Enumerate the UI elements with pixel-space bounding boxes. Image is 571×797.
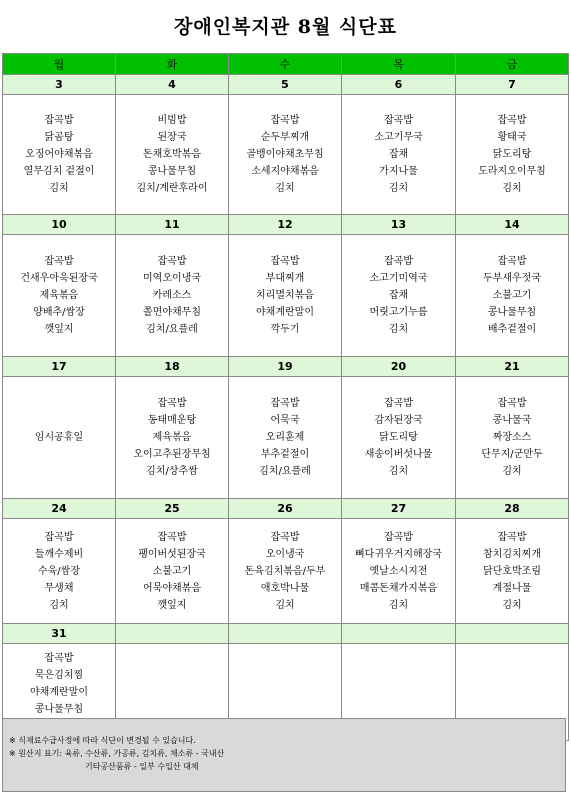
menu-item: 수육/쌈장 — [37, 565, 80, 577]
date-row — [3, 215, 569, 235]
menu-item: 김치 — [388, 599, 409, 611]
menu-item: 잡곡밥 — [384, 256, 413, 267]
date-cell: 20 — [342, 357, 456, 377]
menu-item: 야채계란말이 — [30, 686, 88, 698]
menu-item: 잡곡밥 — [497, 115, 527, 126]
menu-item: 잡곡밥 — [384, 115, 413, 126]
date-cell: 10 — [3, 215, 116, 235]
meal-cell — [456, 235, 569, 357]
menu-item: 김치/상추쌈 — [146, 466, 198, 477]
menu-item: 팽이버섯된장국 — [138, 548, 206, 560]
date-cell: 21 — [456, 357, 569, 377]
date-row — [3, 499, 569, 519]
menu-item: 잡곡밥 — [157, 398, 187, 409]
note-origin: ※ 원산지 표기: 육류, 수산류, 가공류, 김치류, 채소류 - 국내산 — [9, 749, 225, 758]
date-cell: 26 — [229, 499, 342, 519]
menu-item: 잡곡밥 — [497, 531, 527, 543]
menu-item: 부추겉절이 — [260, 449, 310, 460]
menu-item: 닭도리탕 — [379, 432, 418, 443]
menu-item: 오이고추된장무침 — [133, 449, 211, 460]
menu-item: 동태매운탕 — [147, 415, 197, 426]
meal-cell — [229, 95, 342, 215]
meal-cell — [116, 519, 229, 624]
meal-cell — [116, 235, 229, 357]
menu-item: 매콤돈채가지볶음 — [359, 582, 438, 594]
date-cell: 6 — [342, 75, 456, 95]
menu-item: 소불고기 — [152, 565, 192, 577]
meal-cell — [342, 519, 456, 624]
date-cell: 12 — [229, 215, 342, 235]
menu-item: 소고기무국 — [374, 132, 423, 143]
meal-cell — [456, 377, 569, 499]
meal-cell — [342, 95, 456, 215]
menu-item: 무생채 — [44, 582, 74, 594]
meal-row — [3, 235, 569, 357]
menu-item: 잡곡밥 — [44, 115, 74, 126]
menu-item: 잡곡밥 — [270, 256, 300, 267]
menu-item: 닭도리탕 — [492, 149, 532, 160]
menu-item: 깍두기 — [270, 324, 300, 335]
meal-cell — [229, 235, 342, 357]
date-cell: 28 — [456, 499, 569, 519]
menu-item: 애호박나물 — [260, 582, 310, 594]
note-origin-continued: 기타공산품류 - 일부 수입산 대체 — [85, 762, 199, 771]
meal-cell — [456, 95, 569, 215]
menu-item: 어묵야채볶음 — [143, 582, 201, 594]
meal-cell — [116, 377, 229, 499]
date-cell — [456, 624, 569, 644]
menu-item: 머릿고기누름 — [369, 307, 428, 318]
meal-cell — [456, 519, 569, 624]
meal-cell — [3, 235, 116, 357]
menu-item: 잡곡밥 — [497, 398, 527, 409]
menu-item: 김치/요플레 — [146, 324, 198, 335]
menu-item: 단무지/군만두 — [481, 449, 543, 460]
date-cell: 25 — [116, 499, 229, 519]
menu-item: 가지나물 — [379, 166, 418, 177]
date-cell — [116, 624, 229, 644]
menu-item: 임시공휴일 — [34, 432, 84, 443]
menu-item: 배추겉절이 — [487, 324, 537, 335]
menu-item: 야채계란말이 — [256, 307, 314, 318]
menu-item: 소고기미역국 — [369, 273, 428, 284]
meal-cell — [3, 377, 116, 499]
menu-item: 소불고기 — [492, 290, 532, 301]
menu-item: 김치 — [49, 183, 69, 194]
menu-item: 잡곡밥 — [384, 398, 413, 409]
note-menu-change: ※ 식재료수급사정에 따라 식단이 변경될 수 있습니다. — [9, 736, 196, 745]
menu-item: 참치김치찌개 — [483, 548, 541, 560]
menu-item: 비빔밥 — [157, 115, 187, 126]
menu-item: 계절나물 — [492, 582, 532, 594]
menu-item: 잡곡밥 — [157, 256, 187, 267]
notes-box — [2, 718, 566, 792]
menu-item: 골뱅이야채초무침 — [246, 149, 324, 160]
menu-item: 잡채 — [388, 290, 409, 301]
menu-item: 잡곡밥 — [270, 115, 300, 126]
date-cell — [229, 624, 342, 644]
menu-item: 두부새우젓국 — [483, 273, 541, 284]
weekday-header-fri: 금 — [456, 54, 569, 75]
menu-item: 닭단호박조림 — [483, 565, 541, 577]
weekday-header-wed: 수 — [229, 54, 342, 75]
meal-cell — [229, 377, 342, 499]
date-cell: 11 — [116, 215, 229, 235]
meal-cell — [229, 519, 342, 624]
meal-cell — [116, 95, 229, 215]
date-cell: 24 — [3, 499, 116, 519]
menu-item: 김치 — [502, 599, 522, 611]
menu-item: 열무김치 겉절이 — [23, 166, 95, 177]
menu-item: 된장국 — [157, 132, 187, 143]
menu-item: 순두부찌개 — [260, 132, 310, 143]
menu-item: 김치 — [502, 466, 522, 477]
date-cell: 14 — [456, 215, 569, 235]
menu-item: 김치 — [388, 466, 409, 477]
meal-cell — [3, 95, 116, 215]
date-cell: 13 — [342, 215, 456, 235]
menu-item: 김치/요플레 — [259, 466, 311, 477]
date-cell: 18 — [116, 357, 229, 377]
date-cell — [342, 624, 456, 644]
menu-item: 감자된장국 — [374, 415, 423, 426]
menu-item: 김치 — [275, 183, 295, 194]
menu-item: 묵은김치찜 — [34, 669, 84, 681]
date-cell: 27 — [342, 499, 456, 519]
meal-row — [3, 95, 569, 215]
menu-item: 잡곡밥 — [44, 531, 74, 543]
meal-cell — [342, 235, 456, 357]
meal-row — [3, 377, 569, 499]
menu-item: 잡곡밥 — [157, 531, 187, 543]
menu-item: 잡채 — [388, 149, 409, 160]
date-cell: 17 — [3, 357, 116, 377]
menu-item: 잡곡밥 — [270, 398, 300, 409]
menu-item: 새송이버섯나물 — [364, 449, 433, 460]
menu-item: 오이냉국 — [265, 548, 305, 560]
menu-item: 오징어야채볶음 — [25, 149, 93, 160]
meal-cell — [3, 519, 116, 624]
date-cell: 5 — [229, 75, 342, 95]
menu-item: 잡곡밥 — [44, 256, 74, 267]
menu-item: 깻잎지 — [157, 599, 187, 611]
menu-item: 깻잎지 — [44, 324, 74, 335]
menu-item: 콩나물무침 — [147, 166, 197, 177]
menu-item: 제육볶음 — [39, 290, 79, 301]
menu-item: 콩나물무침 — [487, 307, 537, 318]
date-row — [3, 357, 569, 377]
menu-item: 건새우아욱된장국 — [20, 273, 98, 284]
menu-item: 부대찌개 — [265, 273, 305, 284]
menu-item: 들깨수제비 — [34, 548, 84, 560]
date-row — [3, 75, 569, 95]
date-row — [3, 624, 569, 644]
weekday-header-tue: 화 — [116, 54, 229, 75]
menu-item: 김치 — [275, 599, 295, 611]
date-cell: 19 — [229, 357, 342, 377]
menu-item: 잡곡밥 — [44, 652, 74, 664]
menu-item: 짜장소스 — [492, 432, 532, 443]
menu-item: 양배추/쌈장 — [33, 307, 85, 318]
menu-item: 쫄면야채무침 — [143, 307, 201, 318]
menu-item: 어묵국 — [270, 415, 300, 426]
menu-item: 제육볶음 — [152, 432, 192, 443]
menu-item: 김치 — [388, 324, 409, 335]
menu-item: 황태국 — [497, 132, 527, 143]
menu-item: 뼈다귀우거지해장국 — [355, 548, 442, 560]
menu-item: 잡곡밥 — [384, 531, 413, 543]
menu-item: 콩나물국 — [492, 415, 532, 426]
menu-item: 치리멸치볶음 — [256, 290, 314, 301]
menu-item: 카레소스 — [152, 290, 192, 301]
menu-item: 잡곡밥 — [270, 531, 300, 543]
menu-item: 김치/계란후라이 — [136, 183, 208, 194]
menu-item: 닭곰탕 — [44, 132, 74, 143]
menu-item: 돈육김치볶음/두부 — [244, 565, 326, 577]
meal-cell — [342, 377, 456, 499]
menu-item: 콩나물무침 — [34, 703, 84, 715]
meal-plan-table — [2, 53, 569, 741]
weekday-header-row — [3, 54, 569, 75]
menu-item: 도라지오이무침 — [478, 166, 546, 177]
menu-item: 소세지야채볶음 — [251, 166, 319, 177]
menu-item: 잡곡밥 — [497, 256, 527, 267]
menu-item: 옛날소시지전 — [369, 565, 428, 577]
date-cell: 7 — [456, 75, 569, 95]
menu-item: 오리훈제 — [265, 432, 305, 443]
weekday-header-thu: 목 — [342, 54, 456, 75]
weekday-header-mon: 월 — [3, 54, 116, 75]
menu-item: 김치 — [388, 183, 409, 194]
menu-item: 김치 — [502, 183, 522, 194]
date-cell: 3 — [3, 75, 116, 95]
meal-row — [3, 519, 569, 624]
date-cell: 31 — [3, 624, 116, 644]
date-cell: 4 — [116, 75, 229, 95]
menu-item: 김치 — [49, 599, 69, 611]
menu-item: 미역오이냉국 — [143, 273, 201, 284]
page-title: 장애인복지관 8월 식단표 — [174, 16, 397, 38]
menu-item: 돈채호박볶음 — [143, 149, 201, 160]
